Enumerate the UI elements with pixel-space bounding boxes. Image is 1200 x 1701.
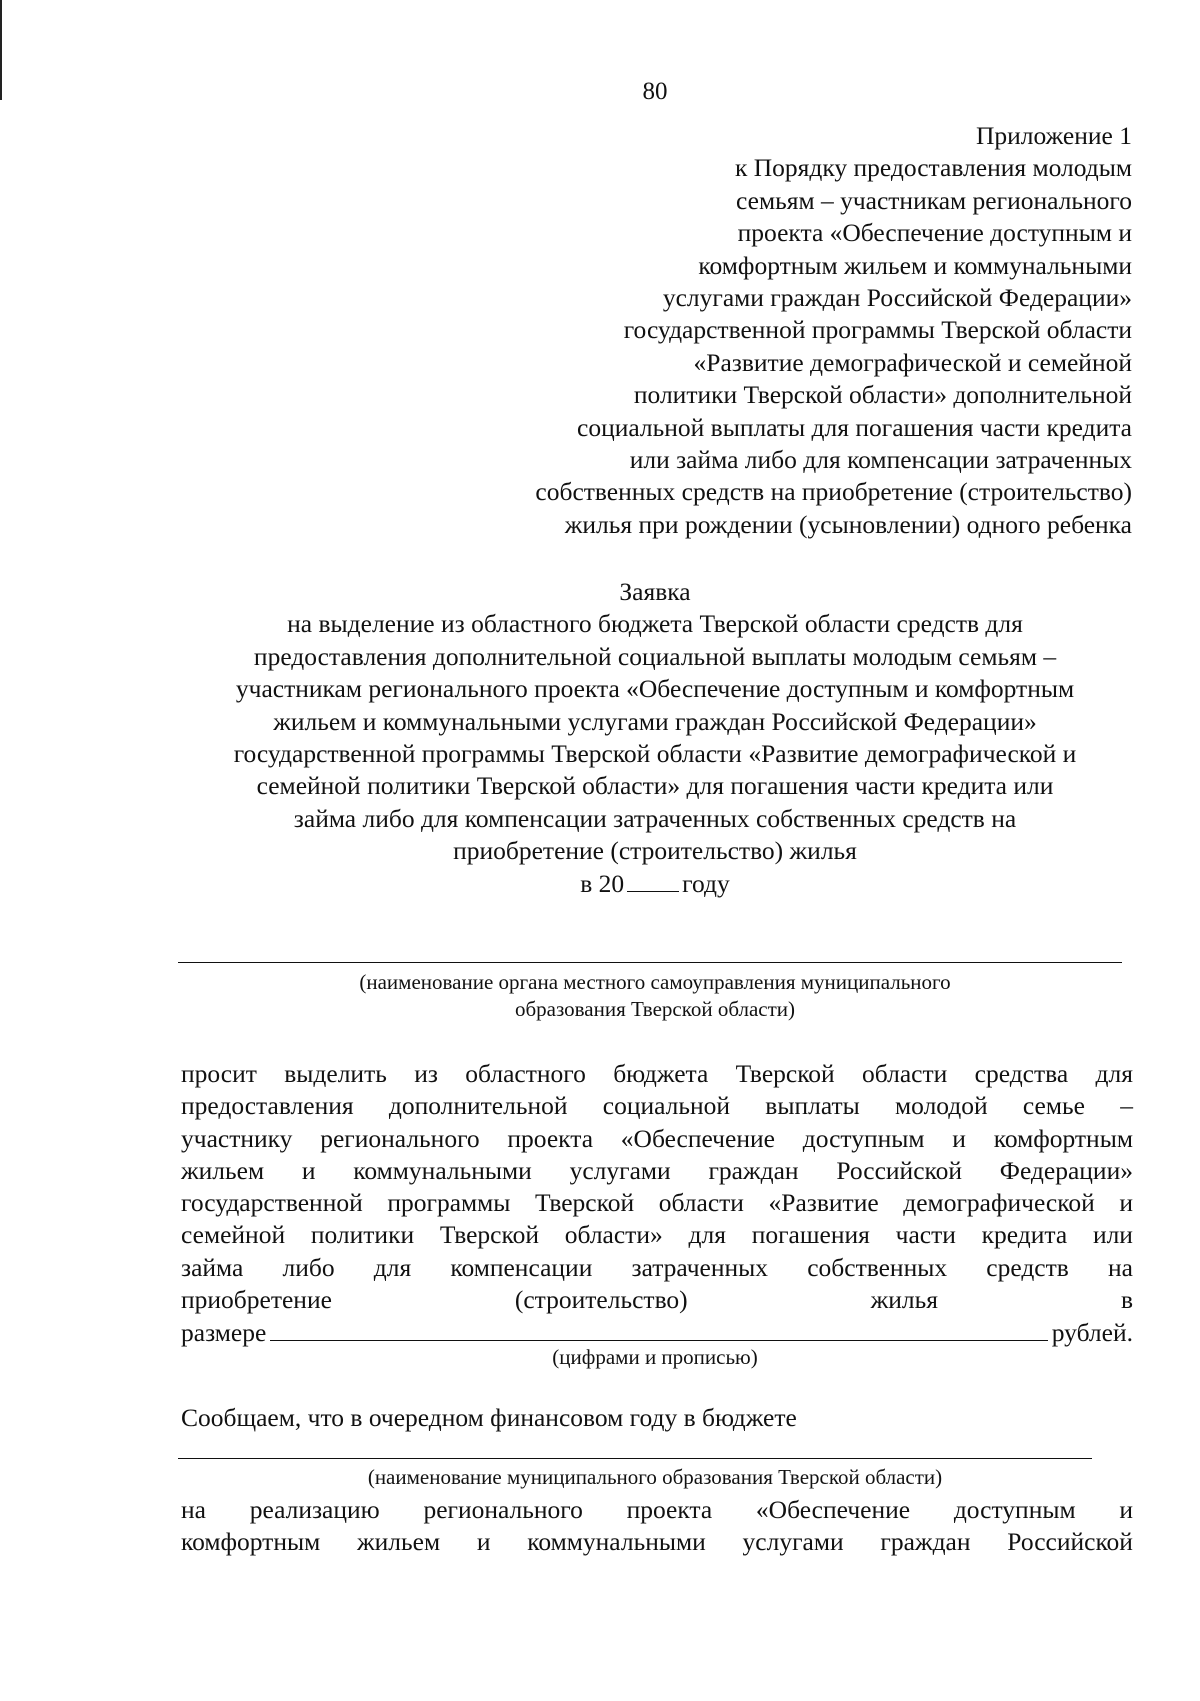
word: регионального bbox=[320, 1123, 480, 1153]
year-prefix: в 20 bbox=[580, 868, 625, 898]
word: из bbox=[414, 1059, 438, 1088]
word: проекта bbox=[626, 1495, 713, 1524]
word: просит bbox=[181, 1059, 257, 1088]
title-line: займа либо для компенсации затраченных собственных средств на bbox=[293, 803, 1017, 833]
word: Российской bbox=[836, 1155, 963, 1185]
word: предоставления bbox=[181, 1091, 354, 1121]
word: «Развитие bbox=[768, 1188, 879, 1218]
word: или bbox=[1092, 1220, 1133, 1250]
word: областного bbox=[465, 1059, 586, 1088]
word: займа bbox=[181, 1252, 244, 1282]
appendix-line: семьям – участникам регионального bbox=[736, 185, 1132, 215]
appendix-line: социальной выплаты для погашения части кредита bbox=[577, 412, 1132, 442]
budget-name-blank-field[interactable] bbox=[178, 1458, 1092, 1459]
title-year-line bbox=[150, 868, 1160, 900]
word: «Обеспечение bbox=[755, 1495, 911, 1524]
appendix-line: Приложение 1 bbox=[976, 121, 1132, 150]
text-line bbox=[181, 1187, 1133, 1219]
word: компенсации bbox=[450, 1252, 593, 1282]
word: коммунальными bbox=[353, 1155, 532, 1185]
title-line: предоставления дополнительной социальной выплаты молодым семьям – bbox=[253, 641, 1057, 671]
word: части bbox=[895, 1220, 956, 1250]
tail-paragraph bbox=[181, 1494, 1133, 1559]
word: бюджета bbox=[613, 1059, 709, 1088]
year-suffix: году bbox=[682, 868, 730, 898]
text-line bbox=[181, 1090, 1133, 1122]
word: жильем bbox=[357, 1527, 441, 1557]
word: области» bbox=[564, 1220, 663, 1250]
word: приобретение bbox=[181, 1285, 332, 1315]
appendix-line: комфортным жильем и коммунальными bbox=[698, 250, 1132, 280]
appendix-line: «Развитие демографической и семейной bbox=[693, 347, 1132, 377]
word: (строительство) bbox=[514, 1285, 688, 1315]
word: программы bbox=[387, 1188, 511, 1218]
org-caption-line: образования Тверской области) bbox=[514, 997, 796, 1021]
amount-suffix: рублей. bbox=[1051, 1318, 1133, 1348]
word: собственных bbox=[807, 1252, 948, 1282]
word: услугами bbox=[569, 1155, 671, 1185]
word: демографической bbox=[903, 1188, 1095, 1218]
text-line bbox=[181, 1123, 1133, 1155]
word: доступным bbox=[802, 1123, 925, 1153]
word: регионального bbox=[423, 1495, 583, 1524]
title-line: семейной политики Тверской области» для погашения части кредита или bbox=[256, 771, 1054, 801]
word: в bbox=[1120, 1285, 1133, 1315]
word: кредита bbox=[981, 1220, 1068, 1250]
word: жильем bbox=[181, 1155, 265, 1185]
word: выделить bbox=[284, 1059, 387, 1088]
title-line: участникам регионального проекта «Обеспечение доступным и комфортным bbox=[235, 674, 1075, 704]
text-line bbox=[181, 1252, 1133, 1284]
word: реализацию bbox=[249, 1495, 380, 1524]
report-line: Сообщаем, что в очередном финансовом году в бюджете bbox=[181, 1403, 797, 1432]
appendix-line: государственной программы Тверской области bbox=[623, 315, 1132, 345]
word: затраченных bbox=[631, 1252, 769, 1282]
word: на bbox=[181, 1495, 206, 1524]
budget-caption: (наименование муниципального образования Тверской области) bbox=[367, 1465, 943, 1489]
word: «Обеспечение bbox=[620, 1123, 775, 1153]
appendix-line: политики Тверской области» дополнительной bbox=[633, 380, 1132, 410]
word: и bbox=[1119, 1188, 1133, 1218]
appendix-line: жилья при рождении (усыновлении) одного ребенка bbox=[564, 509, 1132, 539]
word: молодой bbox=[895, 1091, 988, 1121]
amount-caption: (цифрами и прописью) bbox=[552, 1345, 758, 1369]
word: жилья bbox=[870, 1285, 938, 1315]
word: Российской bbox=[1007, 1527, 1133, 1557]
word: комфортным bbox=[993, 1123, 1133, 1153]
text-line bbox=[181, 1219, 1133, 1251]
word: на bbox=[1107, 1252, 1133, 1282]
amount-prefix: размере bbox=[181, 1318, 267, 1348]
title-line: на выделение из областного бюджета Тверской области средств для bbox=[287, 609, 1023, 639]
word: государственной bbox=[181, 1188, 363, 1218]
word: граждан bbox=[708, 1155, 799, 1185]
text-line bbox=[181, 1526, 1133, 1558]
page-number: 80 bbox=[642, 78, 668, 105]
amount-blank-field[interactable] bbox=[270, 1316, 1047, 1341]
word: услугами bbox=[742, 1527, 844, 1557]
text-line bbox=[181, 1284, 1133, 1316]
word: средства bbox=[974, 1059, 1069, 1088]
amount-line bbox=[181, 1316, 1133, 1348]
title-heading: Заявка bbox=[619, 577, 691, 606]
text-line bbox=[181, 1058, 1133, 1090]
text-line bbox=[181, 1155, 1133, 1187]
text-line bbox=[181, 1494, 1133, 1526]
word: погашения bbox=[751, 1220, 870, 1250]
word: и bbox=[1119, 1495, 1133, 1524]
request-paragraph bbox=[181, 1058, 1133, 1349]
word: Федерации» bbox=[999, 1155, 1133, 1185]
title-line: жильем и коммунальными услугами граждан Российской Федерации» bbox=[273, 706, 1037, 736]
word: участнику bbox=[181, 1123, 293, 1153]
title-line: приобретение (строительство) жилья bbox=[453, 836, 857, 866]
word: семье bbox=[1022, 1091, 1085, 1121]
word: дополнительной bbox=[388, 1091, 568, 1121]
word: доступным bbox=[953, 1495, 1076, 1524]
word: для bbox=[1095, 1059, 1133, 1088]
word: средств bbox=[986, 1252, 1069, 1282]
word: коммунальными bbox=[527, 1527, 706, 1557]
word: Тверской bbox=[735, 1059, 835, 1088]
org-name-blank-field[interactable] bbox=[178, 962, 1122, 963]
word: либо bbox=[282, 1252, 335, 1282]
word: – bbox=[1120, 1091, 1133, 1121]
word: проекта bbox=[507, 1123, 594, 1153]
appendix-line: собственных средств на приобретение (строительство) bbox=[535, 477, 1132, 507]
appendix-line: услугами граждан Российской Федерации» bbox=[662, 283, 1132, 313]
word: семейной bbox=[181, 1220, 286, 1250]
word: для bbox=[373, 1252, 412, 1282]
word: и bbox=[952, 1123, 966, 1153]
word: для bbox=[688, 1220, 726, 1250]
org-name-caption bbox=[150, 969, 1160, 1023]
appendix-line: или займа либо для компенсации затраченных bbox=[629, 445, 1132, 475]
word: и bbox=[301, 1155, 316, 1185]
appendix-line: проекта «Обеспечение доступным и bbox=[737, 218, 1132, 248]
appendix-header bbox=[372, 120, 1132, 541]
title-line: государственной программы Тверской области «Развитие демографической и bbox=[233, 739, 1077, 769]
word: комфортным bbox=[181, 1527, 321, 1557]
word: политики bbox=[310, 1220, 415, 1250]
year-blank-field[interactable] bbox=[627, 871, 679, 892]
word: и bbox=[476, 1527, 491, 1557]
word: области bbox=[862, 1059, 948, 1088]
word: социальной bbox=[602, 1091, 731, 1121]
word: области bbox=[658, 1188, 744, 1218]
word: Тверской bbox=[535, 1188, 635, 1218]
word: Тверской bbox=[439, 1220, 539, 1250]
application-title bbox=[150, 576, 1160, 900]
org-caption-line: (наименование органа местного самоуправления муниципального bbox=[359, 970, 951, 994]
appendix-line: к Порядку предоставления молодым bbox=[734, 153, 1132, 183]
word: выплаты bbox=[765, 1091, 860, 1121]
word: граждан bbox=[880, 1527, 971, 1557]
